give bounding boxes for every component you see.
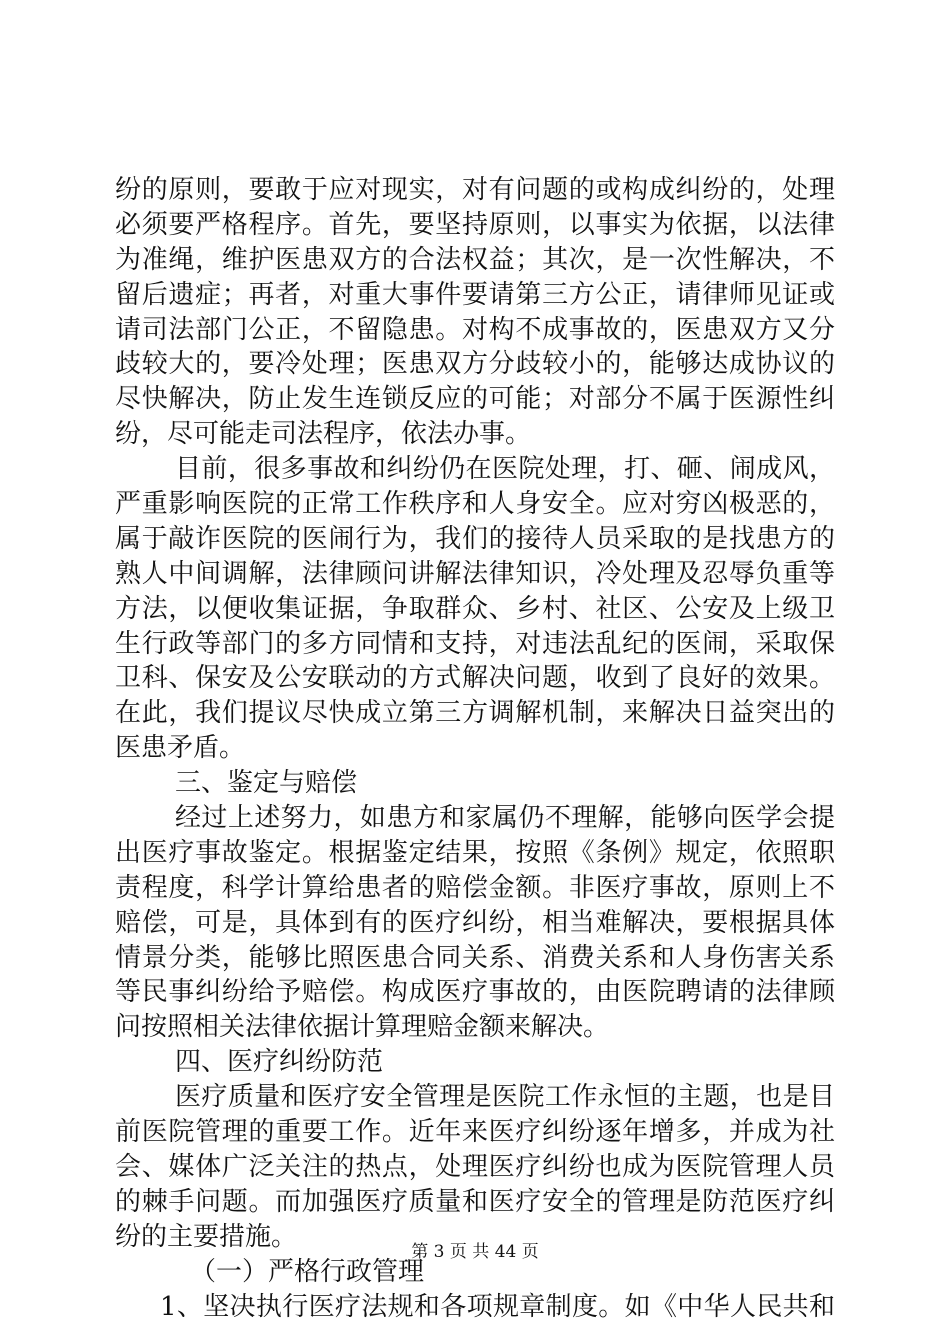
text-line: 会、媒体广泛关注的热点，处理医疗纠纷也成为医院管理人员 xyxy=(115,1151,835,1182)
text-line: 生行政等部门的多方同情和支持，对违法乱纪的医闹，采取保 xyxy=(115,628,835,659)
text-line: 歧较大的，要冷处理；医患双方分歧较小的，能够达成协议的 xyxy=(115,349,835,380)
text-line: 尽快解决，防止发生连锁反应的可能；对部分不属于医源性纠 xyxy=(115,384,835,415)
text-line: 在此，我们提议尽快成立第三方调解机制，来解决日益突出的 xyxy=(115,698,835,729)
text-line: 为准绳，维护医患双方的合法权益；其次，是一次性解决，不 xyxy=(115,244,835,275)
text-line: 目前，很多事故和纠纷仍在医院处理，打、砸、闹成风， xyxy=(175,454,835,485)
text-line: 出医疗事故鉴定。根据鉴定结果，按照《条例》规定，依照职 xyxy=(115,837,835,868)
text-line: 医疗质量和医疗安全管理是医院工作永恒的主题，也是目 xyxy=(175,1082,835,1113)
text-line: 请司法部门公正，不留隐患。对构不成事故的，医患双方又分 xyxy=(115,314,835,345)
text-line: 责程度，科学计算给患者的赔偿金额。非医疗事故，原则上不 xyxy=(115,872,835,903)
text-line: 前医院管理的重要工作。近年来医疗纠纷逐年增多，并成为社 xyxy=(115,1117,835,1148)
text-line: 1、坚决执行医疗法规和各项规章制度。如《中华人民共和 xyxy=(160,1291,835,1322)
text-line: 熟人中间调解，法律顾问讲解法律知识，冷处理及忍辱负重等 xyxy=(115,558,835,589)
text-line: 的棘手问题。而加强医疗质量和医疗安全的管理是防范医疗纠 xyxy=(115,1186,835,1217)
text-line: 必须要严格程序。首先，要坚持原则，以事实为依据，以法律 xyxy=(115,209,835,240)
text-line: 医患矛盾。 xyxy=(115,733,246,764)
page-number-footer: 第 3 页 共 44 页 xyxy=(411,1242,539,1262)
text-line: 方法，以便收集证据，争取群众、乡村、社区、公安及上级卫 xyxy=(115,593,835,624)
text-line: 纷的主要措施。 xyxy=(115,1221,298,1252)
text-line: 属于敲诈医院的医闹行为，我们的接待人员采取的是找患方的 xyxy=(115,523,835,554)
text-line: 留后遗症；再者，对重大事件要请第三方公正，请律师见证或 xyxy=(115,279,835,310)
text-line: 严重影响医院的正常工作秩序和人身安全。应对穷凶极恶的， xyxy=(115,489,835,520)
text-line: 三、鉴定与赔偿 xyxy=(175,768,358,799)
text-line: 问按照相关法律依据计算理赔金额来解决。 xyxy=(115,1012,610,1043)
text-line: 卫科、保安及公安联动的方式解决问题，收到了良好的效果。 xyxy=(115,663,835,694)
text-line: 经过上述努力，如患方和家属仍不理解，能够向医学会提 xyxy=(175,803,835,834)
text-line: 纷，尽可能走司法程序，依法办事。 xyxy=(115,419,532,450)
text-line: 赔偿，可是，具体到有的医疗纠纷，相当难解决，要根据具体 xyxy=(115,907,835,938)
text-line: 等民事纠纷给予赔偿。构成医疗事故的，由医院聘请的法律顾 xyxy=(115,977,835,1008)
text-line: （一）严格行政管理 xyxy=(190,1256,425,1287)
text-line: 情景分类，能够比照医患合同关系、消费关系和人身伤害关系 xyxy=(115,942,835,973)
text-line: 四、医疗纠纷防范 xyxy=(175,1047,384,1078)
text-line: 纷的原则，要敢于应对现实，对有问题的或构成纠纷的，处理 xyxy=(115,175,835,205)
document-body xyxy=(115,173,835,1324)
